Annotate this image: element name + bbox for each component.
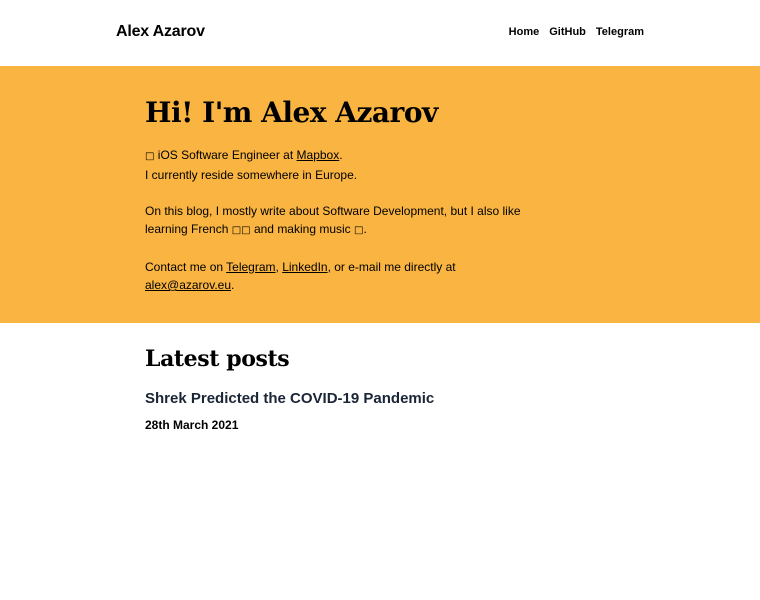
blog-text-middle: and making music (250, 222, 355, 236)
latest-posts-heading: Latest posts (145, 346, 290, 372)
post-list-item (145, 389, 760, 433)
nav-telegram-link[interactable]: Telegram (595, 26, 644, 38)
blog-text-before: On this blog, I mostly write about Software Development, but I also like learning French (145, 204, 521, 236)
laptop-icon: □ (145, 151, 155, 162)
nav-home-link[interactable]: Home (508, 26, 540, 38)
residence-text: I currently reside somewhere in Europe. (145, 168, 358, 182)
post-title-link[interactable]: Shrek Predicted the COVID-19 Pandemic (145, 390, 435, 407)
mapbox-link[interactable]: Mapbox (296, 148, 340, 162)
contact-comma: , (275, 260, 283, 274)
site-brand-link[interactable]: Alex Azarov (116, 23, 205, 40)
site-header (0, 0, 760, 66)
hero-section (0, 66, 760, 323)
main-nav (509, 26, 644, 38)
linkedin-link[interactable]: LinkedIn (282, 260, 328, 274)
contact-paragraph (145, 258, 535, 294)
telegram-link[interactable]: Telegram (226, 260, 276, 274)
french-flag-icon: □□ (231, 225, 251, 236)
blog-paragraph (145, 202, 535, 240)
contact-text-middle: , or e-mail me directly at (327, 260, 456, 274)
latest-posts-section (0, 323, 760, 433)
blog-period: . (363, 222, 367, 236)
contact-period: . (231, 278, 235, 292)
intro-period: . (339, 148, 343, 162)
role-text: iOS Software Engineer at (154, 148, 297, 162)
music-note-icon: □ (354, 225, 364, 236)
hero-title: Hi! I'm Alex Azarov (145, 96, 438, 129)
contact-text-before: Contact me on (145, 260, 227, 274)
email-link[interactable]: alex@azarov.eu (145, 278, 232, 292)
post-date: 28th March 2021 (145, 418, 239, 432)
intro-paragraph (145, 146, 535, 184)
nav-github-link[interactable]: GitHub (549, 26, 586, 38)
